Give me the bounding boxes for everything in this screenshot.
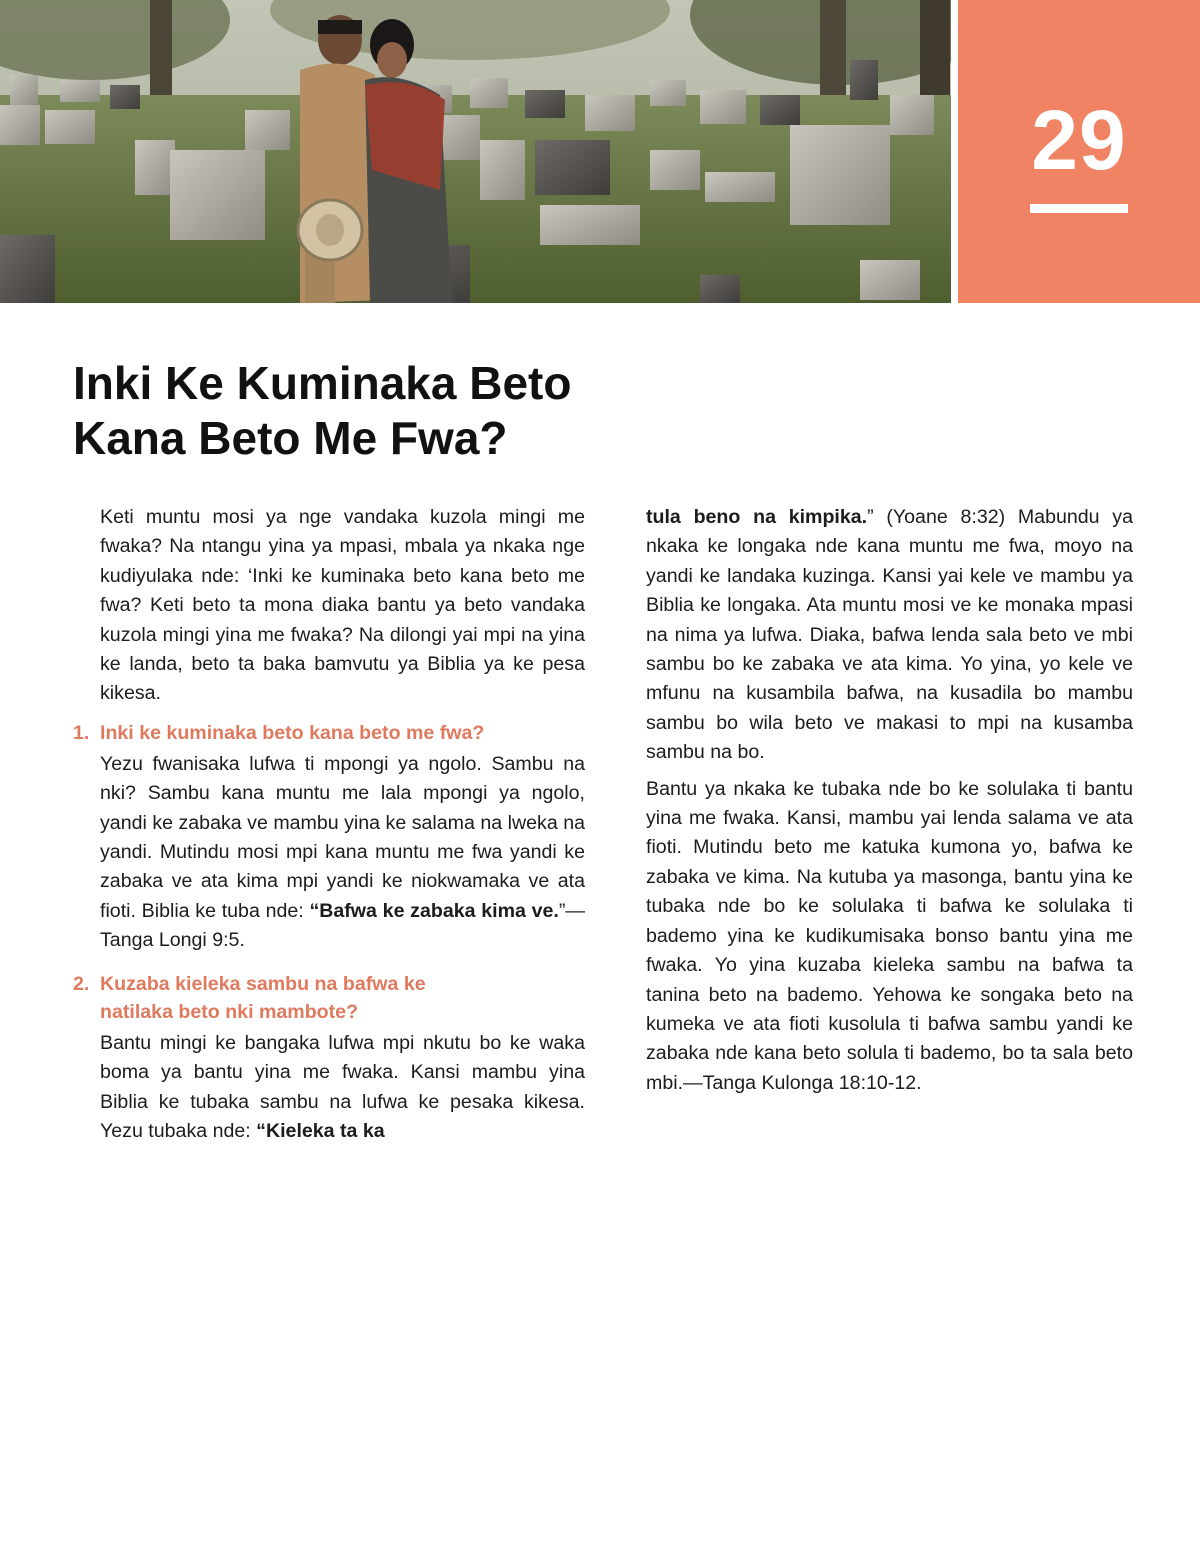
lesson-number-underline	[1030, 204, 1128, 213]
section-2-quote-start: “Kieleka ta ka	[256, 1119, 385, 1142]
lesson-number-tab	[958, 0, 1200, 303]
left-column	[73, 503, 585, 1146]
section-2-paragraph	[73, 1029, 585, 1147]
section-2-quote-end: tula beno na kimpika.	[646, 506, 868, 528]
question-text-line2: natilaka beto nki mambote?	[100, 1000, 359, 1023]
question-text	[100, 970, 426, 1026]
section-2-continued-text: ” (Yoane 8:32) Mabundu ya nkaka ke longaka nde kana muntu me fwa, moyo na yandi ke landaka kuzinga. Kansi yai kele ve mambu ya Biblia ke longaka. Ata muntu mosi ve ke monaka mpasi na nima ya lufwa. Diaka, bafwa lenda sala beto ve mbi sambu bo ke zabaka ve ata kima. Yo yina, yo kele ve mfunu na kusambila bafwa, na kusadila bo mambu sambu bo wila beto ve makasi to mpi na kusamba sambu na bo.	[646, 506, 1133, 764]
page-title	[73, 356, 773, 466]
section-1-quote: “Bafwa ke zabaka kima ve.	[309, 899, 559, 922]
question-number: 2.	[73, 972, 90, 995]
section-1-reference: ”—Tanga Longi 9:5.	[100, 899, 586, 952]
lesson-number: 29	[1031, 93, 1127, 187]
page-title-line2: Kana Beto Me Fwa?	[73, 412, 508, 464]
question-heading-2	[73, 970, 585, 1026]
section-1-text: Yezu fwanisaka lufwa ti mpongi ya ngolo. Sambu na nki? Sambu kana muntu me lala mpongi ya ngolo, yandi ke zabaka ve mambu yina ke salama na lweka na yandi. Mutindu mosi mpi kana muntu me fwa yandi ke zabaka ve ata kima mpi yandi ke niokwamaka ve ata fioti. Biblia ke tuba nde:	[100, 752, 585, 922]
intro-paragraph: Keti muntu mosi ya nge vandaka kuzola mingi me fwaka? Na ntangu yina ya mpasi, mbala ya nkaka nge kudiyulaka nde: ‘Inki ke kuminaka beto kana beto me fwa? Keti beto ta mona diaka bantu ya beto vandaka kuzola mingi yina me fwaka? Na dilongi yai mpi na yina ke landa, beto ta baka bamvutu ya Biblia ya ke pesa kikesa.	[100, 506, 585, 705]
closing-paragraph: Bantu ya nkaka ke tubaka nde bo ke solulaka ti bantu yina me fwaka. Kansi, mambu yai lenda salama ve ata fioti. Mutindu beto me katuka kumona yo, bafwa ke zabaka ve kima. Na kutuba ya masonga, bantu yina ke tubaka nde bo ke solulaka ti bafwa ke solulaka ti bademo yina ke kudikumisaka bonso bantu yina me fwaka. Yo yina kuzaba kieleka sambu na bafwa ta tanina beto na bademo. Yehowa ke songaka beto na kumeka ve ata fioti kusolula ti bafwa sambu yandi ke zabaka nde kana beto solula ti bademo, bo ta sala beto mbi.—Tanga Kulonga 18:10-12.	[646, 777, 1133, 1094]
section-1-paragraph	[73, 750, 585, 956]
section-2-continued-paragraph	[646, 503, 1133, 768]
page-title-line1: Inki Ke Kuminaka Beto	[73, 357, 572, 409]
hero-photo	[0, 0, 951, 303]
cemetery-illustration	[0, 0, 951, 303]
question-heading-1	[73, 719, 585, 747]
question-text-line1: Kuzaba kieleka sambu na bafwa ke	[100, 972, 426, 995]
question-number: 1.	[73, 721, 90, 744]
right-column	[646, 503, 1133, 1098]
section-2-text: Bantu mingi ke bangaka lufwa mpi nkutu bo ke waka boma ya bantu yina me fwaka. Kansi mambu yina Biblia ke tubaka sambu na lufwa ke pesaka kikesa. Yezu tubaka nde:	[100, 1031, 585, 1142]
question-text: Inki ke kuminaka beto kana beto me fwa?	[100, 721, 485, 744]
